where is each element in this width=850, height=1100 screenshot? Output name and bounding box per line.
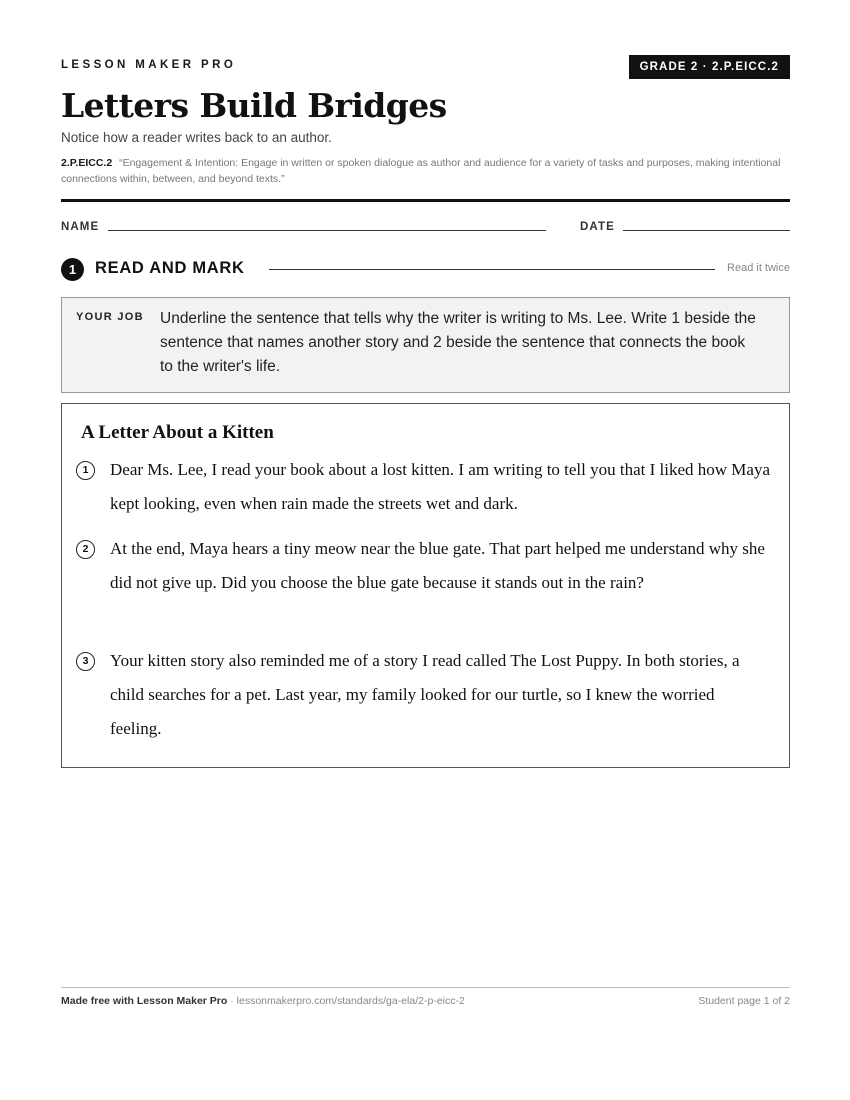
paragraph-text: At the end, Maya hears a tiny meow near the blue gate. That part helped me understand why she did not give up. Did you choose the blue gate because it stands out in the rain?: [110, 539, 765, 592]
standard-text: “Engagement & Intention: Engage in written or spoken dialogue as author and audience for a variety of tasks and purposes, making intentional connections within, between, and beyond texts.”: [61, 157, 781, 185]
section-divider: [269, 269, 715, 270]
page-indicator: Student page 1 of 2: [698, 995, 790, 1007]
footer-divider: [61, 987, 790, 988]
standard-description: [61, 155, 790, 187]
name-field[interactable]: [108, 230, 546, 231]
section-note: Read it twice: [727, 262, 790, 274]
passage-title: A Letter About a Kitten: [81, 422, 274, 443]
page-title: Letters Build Bridges: [61, 86, 447, 125]
footer-url[interactable]: · lessonmakerpro.com/standards/ga-ela/2-p-eicc-2: [227, 995, 465, 1007]
grade-badge: GRADE 2 · 2.P.EICC.2: [629, 55, 790, 79]
date-label: DATE: [580, 221, 615, 233]
paragraph-text: Dear Ms. Lee, I read your book about a lost kitten. I am writing to tell you that I liked how Maya kept looking, even when rain made the streets wet and dark.: [110, 460, 771, 513]
brand-name: LESSON MAKER PRO: [61, 59, 237, 71]
standard-code: 2.P.EICC.2: [61, 157, 113, 169]
section-number: 1: [61, 258, 84, 281]
instructions-label: YOUR JOB: [76, 311, 144, 323]
paragraph-number: 3: [76, 652, 95, 671]
instructions-box: [61, 297, 790, 393]
paragraph-text: Your kitten story also reminded me of a story I read called The Lost Puppy. In both stories, a child searches for a pet. Last year, my family looked for our turtle, so I knew the worried feeling.: [110, 651, 740, 738]
name-date-row: [61, 219, 790, 233]
instructions-text: Underline the sentence that tells why the writer is writing to Ms. Lee. Write 1 beside the sentence that names another story and 2 beside the sentence that connects the book to the writer's life.: [160, 310, 756, 375]
reading-passage: [61, 403, 790, 768]
date-field[interactable]: [623, 230, 790, 231]
footer-made-with: Made free with Lesson Maker Pro: [61, 995, 228, 1007]
header: [61, 55, 790, 79]
section-title: READ AND MARK: [95, 259, 245, 277]
footer-credit: [61, 995, 465, 1007]
worksheet-page: [61, 0, 790, 1100]
paragraph-number: 2: [76, 540, 95, 559]
header-divider: [61, 199, 790, 202]
section-header: [61, 258, 790, 282]
paragraph-number: 1: [76, 461, 95, 480]
name-label: NAME: [61, 221, 100, 233]
page-subtitle: Notice how a reader writes back to an author.: [61, 130, 332, 145]
